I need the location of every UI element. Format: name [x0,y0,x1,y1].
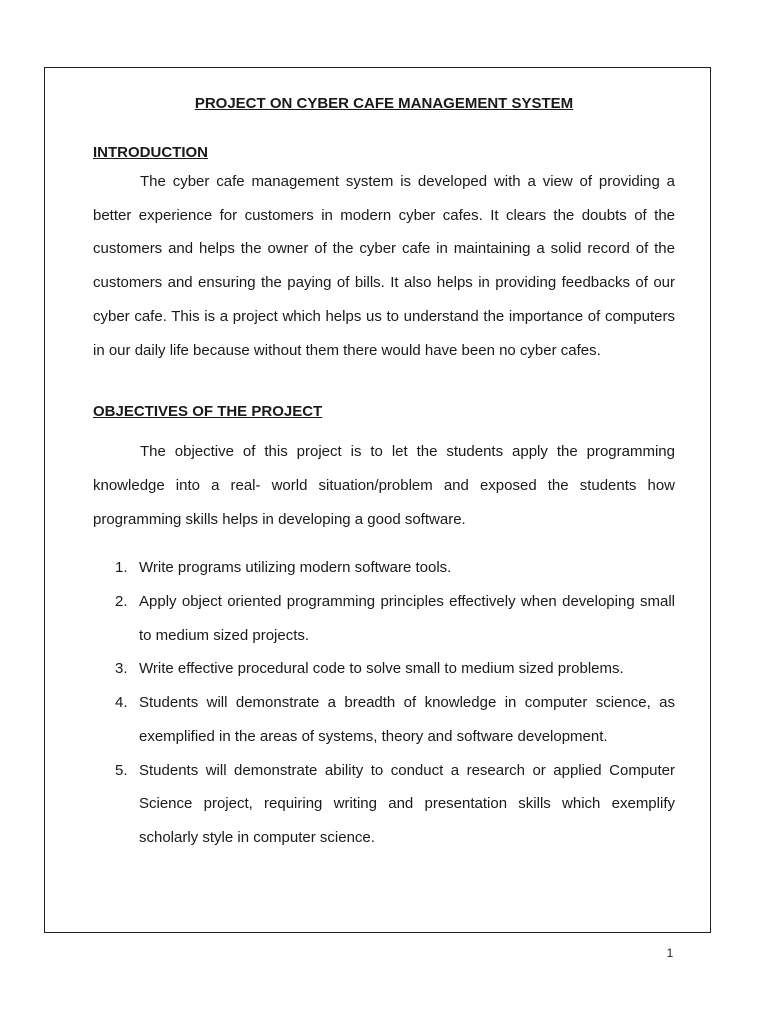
objective-text: Apply object oriented programming principles effectively when developing small to medium sized projects. [139,593,675,644]
introduction-heading: INTRODUCTION [93,144,208,161]
objective-number: 5. [115,761,128,779]
objective-item [93,551,675,585]
objectives-heading: OBJECTIVES OF THE PROJECT [93,403,323,421]
objective-text: Write programs utilizing modern software tools. [139,559,452,577]
objectives-list [93,551,675,854]
objective-text: Students will demonstrate a breadth of knowledge in computer science, as exemplified in the areas of systems, theory and software development. [139,694,675,745]
introduction-paragraph: The cyber cafe management system is developed with a view of providing a better experience for customers in modern cyber cafes. It clears the doubts of the customers and helps the owner of the cyber cafe in maintaining a solid record of the customers and ensuring the paying of bills. It also helps in providing feedbacks of our cyber cafe. This is a project which helps us to understand the importance of computers in our daily life because without them there would have been no cyber cafes. [93,173,675,359]
objective-text: Students will demonstrate ability to conduct a research or applied Computer Science project, requiring writing and presentation skills which exemplify scholarly style in computer science. [139,761,675,846]
document-title: PROJECT ON CYBER CAFE MANAGEMENT SYSTEM [194,95,574,112]
document-body [93,92,675,855]
objective-item [93,686,675,753]
page-number: 1 [666,946,674,960]
objective-item [93,652,675,686]
objective-item [93,585,675,652]
objective-text: Write effective procedural code to solve small to medium sized problems. [139,660,624,678]
objective-item [93,754,675,855]
objectives-paragraph: The objective of this project is to let the students apply the programming knowledge into a real- world situation/problem and exposed the students how programming skills helps in developing a good software. [93,443,675,528]
objective-number: 1. [115,559,128,577]
objective-number: 3. [115,660,128,678]
objective-number: 4. [115,694,128,712]
objective-number: 2. [115,593,128,611]
